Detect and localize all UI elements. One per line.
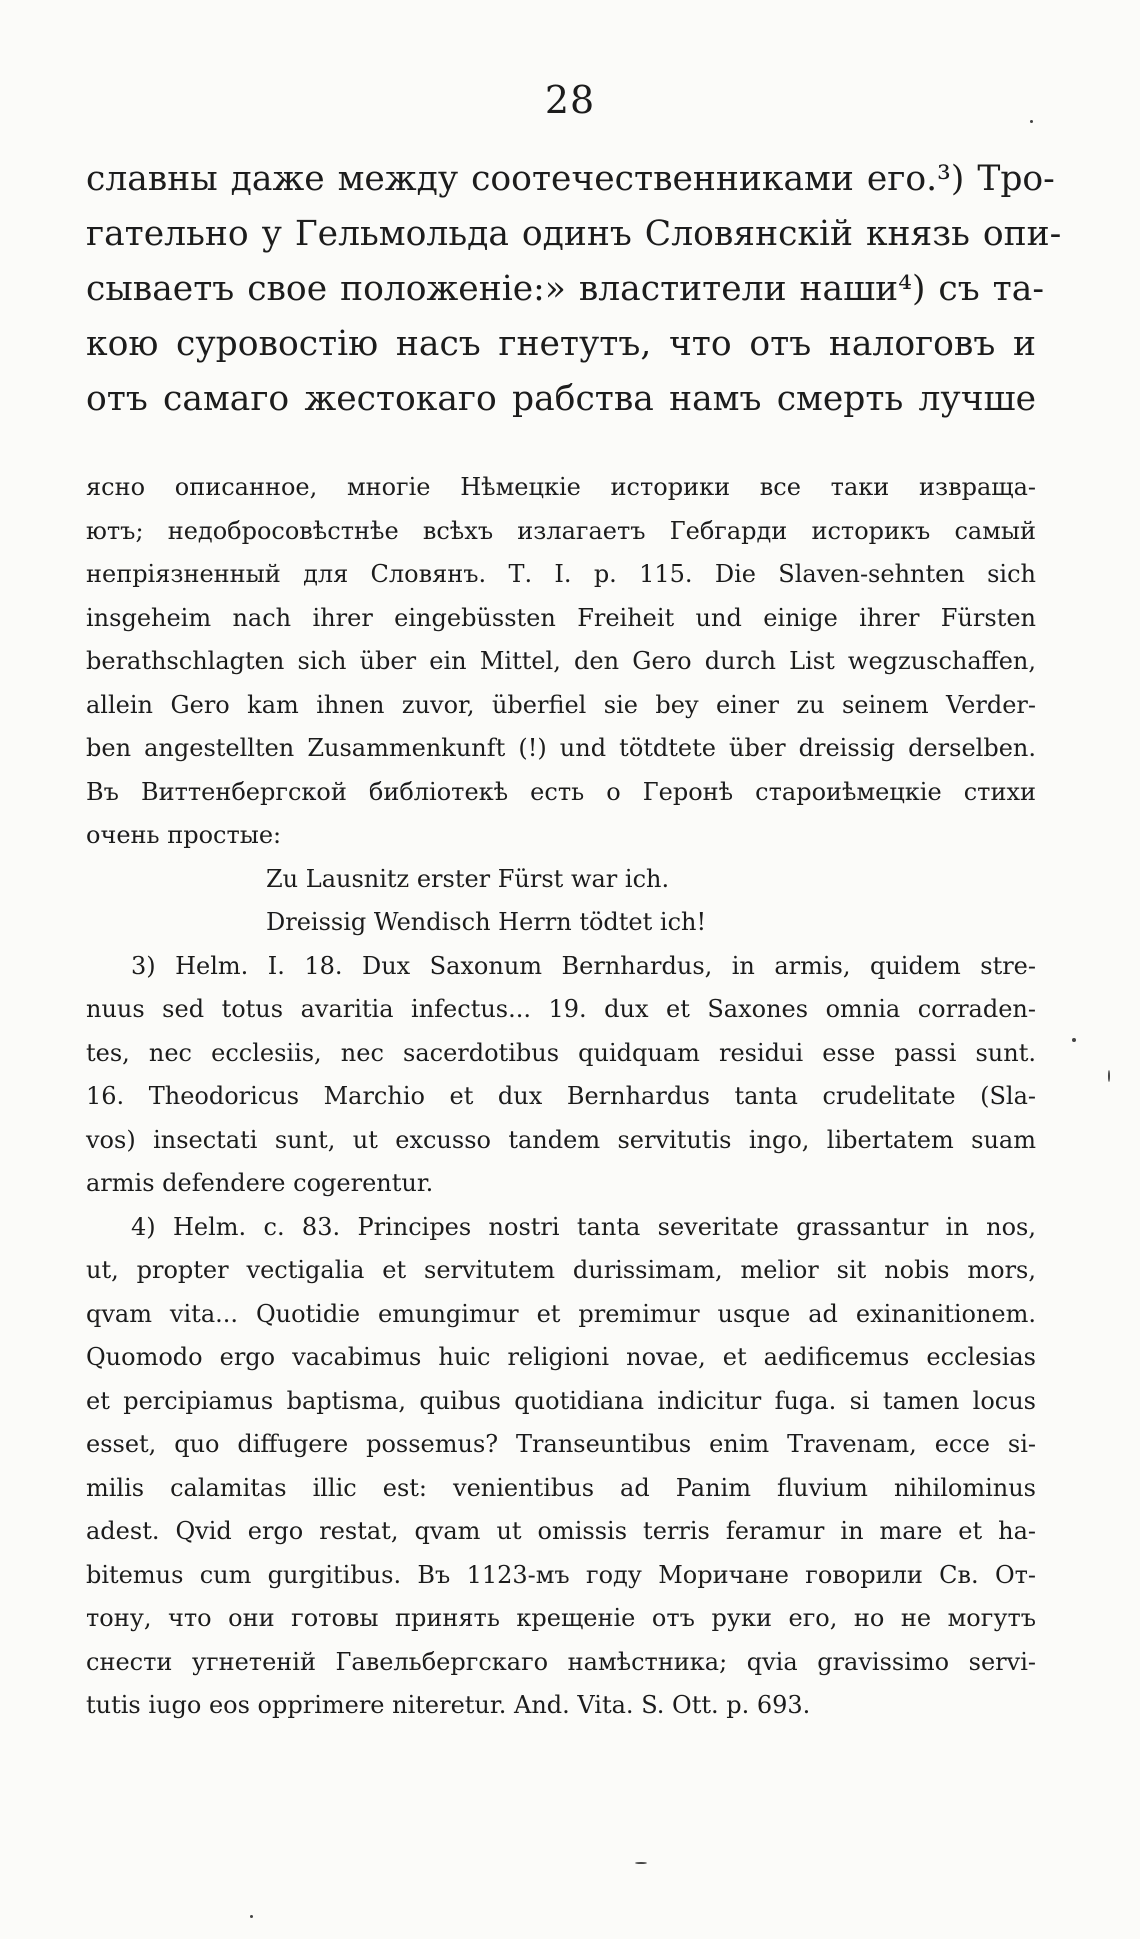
footnote-line: ясно описанное, многіе Нѣмецкіе историки все таки извраща-	[86, 473, 1036, 501]
footnote-line: ut, propter vectigalia et servitutem durissimam, melior sit nobis mors,	[86, 1256, 1036, 1284]
main-text-line: сываетъ свое положеніе:» властители наши⁴) съ та-	[86, 269, 1044, 309]
footnote-line: milis calamitas illic est: venientibus ad Panim fluvium nihilominus	[86, 1473, 1036, 1502]
print-speck	[635, 1862, 647, 1864]
main-text-line: кою суровостію насъ гнетутъ, что отъ налоговъ и	[86, 324, 1036, 364]
verse-line: Zu Lausnitz erster Fürst war ich.	[266, 864, 670, 893]
print-speck	[250, 1915, 253, 1918]
footnote-line: et percipiamus baptisma, quibus quotidiana indicitur fuga. si tamen locus	[86, 1386, 1036, 1415]
footnote-3-line: 3) Helm. I. 18. Dux Saxonum Bernhardus, in armis, quidem stre-	[131, 951, 1036, 980]
footnote-line: 16. Theodoricus Marchio et dux Bernhardus tanta crudelitate (Sla-	[86, 1082, 1036, 1110]
footnote-line: esset, quo diffugere possemus? Transeuntibus enim Travenam, ecce si-	[86, 1430, 1036, 1458]
footnote-line: insgeheim nach ihrer eingebüssten Freiheit und einige ihrer Fürsten	[86, 603, 1036, 632]
footnote-line: Quomodo ergo vacabimus huic religioni novae, et aedificemus ecclesias	[86, 1343, 1036, 1371]
verse-line: Dreissig Wendisch Herrn tödtet ich!	[266, 908, 707, 936]
print-speck	[1108, 1070, 1110, 1082]
print-speck	[1030, 120, 1033, 123]
footnote-line: vos) insectati sunt, ut excusso tandem servitutis ingo, libertatem suam	[86, 1125, 1036, 1154]
footnote-line: nuus sed totus avaritia infectus... 19. dux et Saxones omnia corraden-	[86, 995, 1036, 1023]
footnote-line: armis defendere cogerentur.	[86, 1169, 434, 1197]
main-text-line: гательно у Гельмольда одинъ Словянскій князь опи-	[86, 214, 1062, 254]
main-text-line: славны даже между соотечественниками его.³) Тро-	[86, 159, 1055, 199]
footnote-line: qvam vita... Quotidie emungimur et premimur usque ad exinanitionem.	[86, 1299, 1036, 1328]
main-text-line: отъ самаго жестокаго рабства намъ смерть лучше	[86, 379, 1036, 419]
footnote-line: allein Gero kam ihnen zuvor, überfiel sie bey einer zu seinem Verder-	[86, 690, 1036, 719]
footnote-line: ютъ; недобросовѣстнѣе всѣхъ излагаетъ Гебгарди историкъ самый	[86, 516, 1036, 545]
footnote-4-line: 4) Helm. c. 83. Principes nostri tanta severitate grassantur in nos,	[131, 1212, 1036, 1241]
footnote-line: тону, что они готовы принять крещеніе отъ руки его, но не могутъ	[86, 1604, 1036, 1632]
footnote-line: очень простые:	[86, 821, 282, 849]
footnote-line: Въ Виттенбергской библіотекѣ есть о Геронѣ староиѣмецкіе стихи	[86, 777, 1036, 806]
footnote-line: adest. Qvid ergo restat, qvam ut omissis terris feramur in mare et ha-	[86, 1517, 1036, 1545]
print-speck	[1072, 1038, 1076, 1042]
page-number: 28	[544, 78, 596, 122]
footnote-line: снести угнетеній Гавельбергскаго намѣстника; qvia gravissimo servi-	[86, 1647, 1036, 1676]
footnotes-block	[86, 466, 1036, 1728]
footnote-line: berathschlagten sich über ein Mittel, den Gero durch List wegzuschaffen,	[86, 647, 1036, 675]
footnote-line: bitemus cum gurgitibus. Въ 1123-мъ году Моричане говорили Св. От-	[86, 1560, 1036, 1589]
footnote-line: непріязненный для Словянъ. Т. І. р. 115. Die Slaven-sehnten sich	[86, 560, 1036, 588]
footnote-line: tes, nec ecclesiis, nec sacerdotibus quidquam residui esse passi sunt.	[86, 1038, 1036, 1067]
footnote-line: ben angestellten Zusammenkunft (!) und tötdtete über dreissig derselben.	[86, 734, 1036, 762]
footnote-line: tutis iugo eos opprimere niteretur. And. Vita. S. Ott. p. 693.	[86, 1691, 811, 1719]
main-text-block	[86, 152, 1062, 427]
